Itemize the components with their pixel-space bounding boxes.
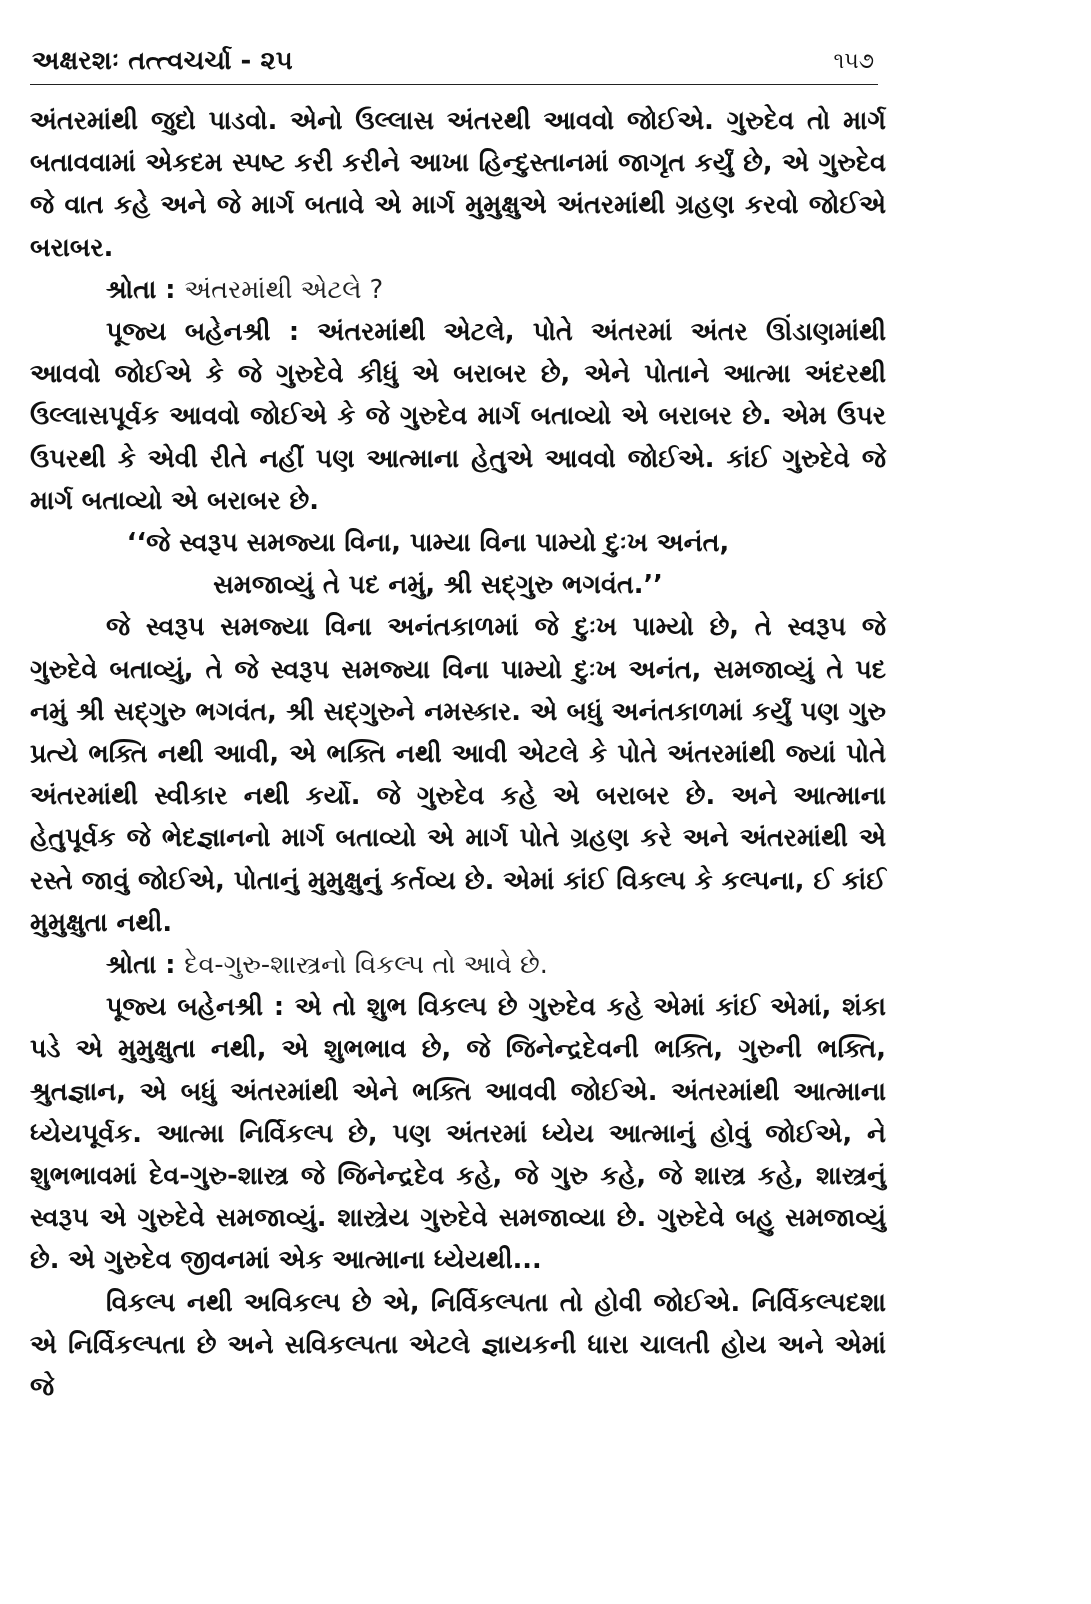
verse-line-1: ‘‘જે સ્વરૂપ સમજ્યા વિના, પામ્યા વિના પામ્યો દુઃખ અનંત,	[126, 528, 730, 559]
speaker-label-listener: શ્રોતા :	[106, 950, 176, 981]
running-head: અક્ષરશઃ તત્ત્વચર્ચા - ૨૫	[32, 46, 293, 76]
page-header	[30, 44, 878, 85]
paragraph-continuation: અંતરમાંથી જુદો પાડવો. એનો ઉલ્લાસ અંતરથી આવવો જોઈએ. ગુરુદેવ તો માર્ગ બતાવવામાં એકદમ સ્પષ્ટ કરી કરીને આખા હિન્દુસ્તાનમાં જાગૃત કર્યું છે, એ ગુરુદેવ જે વાત કહે અને જે માર્ગ બતાવે એ માર્ગ મુમુક્ષુએ અંતરમાંથી ગ્રહણ કરવો જોઈએ બરાબર.	[30, 106, 886, 263]
speaker-label-bahenshri: પૂજ્ય બહેનશ્રી :	[106, 992, 285, 1023]
listener-question-1	[30, 269, 886, 311]
speaker-label-listener: શ્રોતા :	[106, 274, 176, 305]
speaker-label-bahenshri: પૂજ્ય બહેનશ્રી :	[106, 317, 300, 348]
page-body	[30, 100, 886, 1408]
paragraph-explanation: જે સ્વરૂપ સમજ્યા વિના અનંતકાળમાં જે દુઃખ પામ્યો છે, તે સ્વરૂપ જે ગુરુદેવે બતાવ્યું, તે જે સ્વરૂપ સમજ્યા વિના પામ્યો દુઃખ અનંત, સમજાવ્યું તે પદ નમું શ્રી સદ્ગુરુ ભગવંત, શ્રી સદ્ગુરુને નમસ્કાર. એ બધું અનંતકાળમાં કર્યું પણ ગુરુ પ્રત્યે ભક્તિ નથી આવી, એ ભક્તિ નથી આવી એટલે કે પોતે અંતરમાંથી જ્યાં પોતે અંતરમાંથી સ્વીકાર નથી કર્યો. જે ગુરુદેવ કહે એ બરાબર છે. અને આત્માના હેતુપૂર્વક જે ભેદજ્ઞાનનો માર્ગ બતાવ્યો એ માર્ગ પોતે ગ્રહણ કરે અને અંતરમાંથી એ રસ્તે જાવું જોઈએ, પોતાનું મુમુક્ષુનું કર્તવ્ય છે. એમાં કાંઈ વિકલ્પ કે કલ્પના, ઈ કાંઈ મુમુક્ષુતા નથી.	[30, 612, 886, 938]
answer-text: એ તો શુભ વિકલ્પ છે ગુરુદેવ કહે એમાં કાંઈ એમાં, શંકા પડે એ મુમુક્ષુતા નથી, એ શુભભાવ છે, જે જિનેન્દ્રદેવની ભક્તિ, ગુરુની ભક્તિ, શ્રુતજ્ઞાન, એ બધું અંતરમાંથી એને ભક્તિ આવવી જોઈએ. અંતરમાંથી આત્માના ધ્યેયપૂર્વક. આત્મા નિર્વિકલ્પ છે, પણ અંતરમાં ધ્યેય આત્માનું હોવું જોઈએ, ને શુભભાવમાં દેવ-ગુરુ-શાસ્ત્ર જે જિનેન્દ્રદેવ કહે, જે ગુરુ કહે, જે શાસ્ત્ર કહે, શાસ્ત્રનું સ્વરૂપ એ ગુરુદેવે સમજાવ્યું. શાસ્ત્રેય ગુરુદેવે સમજાવ્યા છે. ગુરુદેવે બહુ સમજાવ્યું છે. એ ગુરુદેવ જીવનમાં એક આત્માના ધ્યેયથી...	[30, 992, 886, 1276]
verse-line-2: સમજાવ્યું તે પદ નમું, શ્રી સદ્ગુરુ ભગવંત.’’	[213, 570, 663, 601]
answer-text: અંતરમાંથી એટલે, પોતે અંતરમાં અંતર ઊંડાણમાંથી આવવો જોઈએ કે જે ગુરુદેવે કીધું એ બરાબર છે, એને પોતાને આત્મા અંદરથી ઉલ્લાસપૂર્વક આવવો જોઈએ કે જે ગુરુદેવ માર્ગ બતાવ્યો એ બરાબર છે. એમ ઉપર ઉપરથી કે એવી રીતે નહીં પણ આત્માના હેતુએ આવવો જોઈએ. કાંઈ ગુરુદેવે જે માર્ગ બતાવ્યો એ બરાબર છે.	[30, 317, 886, 516]
listener-question-2	[30, 944, 886, 986]
page-number: ૧૫૭	[833, 49, 874, 74]
answer-1	[30, 311, 886, 522]
question-text: દેવ-ગુરુ-શાસ્ત્રનો વિકલ્પ તો આવે છે.	[184, 950, 548, 981]
paragraph-final: વિકલ્પ નથી અવિકલ્પ છે એ, નિર્વિકલ્પતા તો હોવી જોઈએ. નિર્વિકલ્પદશા એ નિર્વિકલ્પતા છે અને સવિકલ્પતા એટલે જ્ઞાયકની ધારા ચાલતી હોય અને એમાં જે	[30, 1287, 886, 1403]
question-text: અંતરમાંથી એટલે ?	[184, 274, 384, 305]
verse-quote	[30, 522, 886, 606]
answer-2	[30, 986, 886, 1281]
